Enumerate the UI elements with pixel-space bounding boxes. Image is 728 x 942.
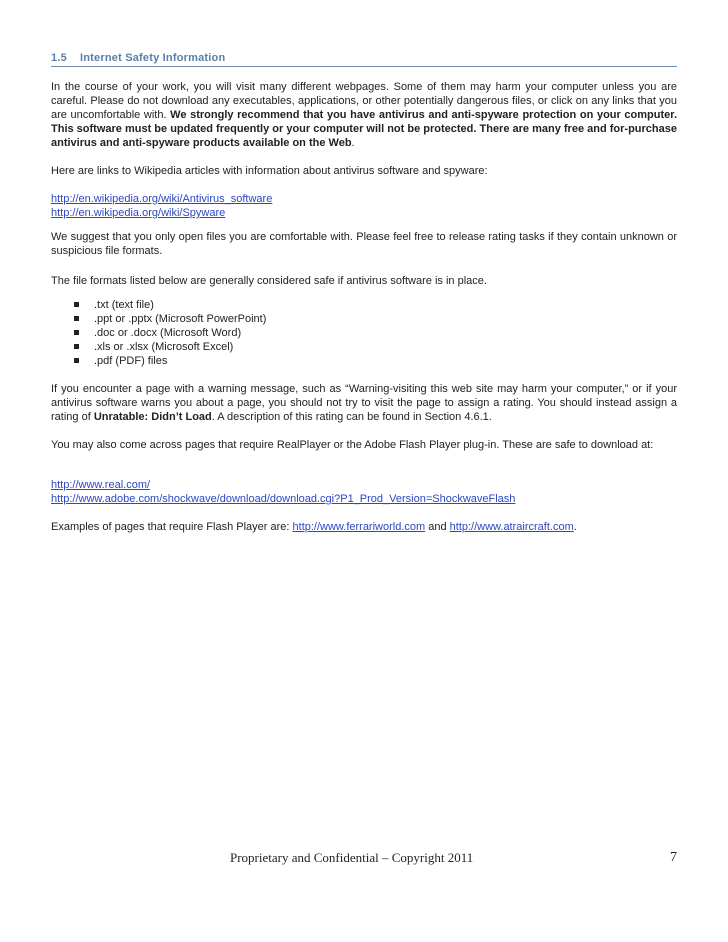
section-title: Internet Safety Information xyxy=(80,52,226,64)
link-adobe-flash[interactable]: http://www.adobe.com/shockwave/download/download.cgi?P1_Prod_Version=ShockwaveFlash xyxy=(51,493,516,505)
plugins-paragraph: You may also come across pages that require RealPlayer or the Adobe Flash Player plug-in. These are safe to download at: xyxy=(51,439,654,451)
plugin-links xyxy=(51,478,677,506)
intro-paragraph xyxy=(51,80,677,150)
examples-end: . xyxy=(573,521,577,533)
intro-end: . xyxy=(351,137,355,149)
section-heading xyxy=(51,51,677,67)
list-item xyxy=(51,312,266,326)
bullet-icon xyxy=(74,302,79,307)
warning-bold-text: Unratable: Didn’t Load xyxy=(93,411,212,423)
formats-intro-paragraph: The file formats listed below are generally considered safe if antivirus software is in place. xyxy=(51,275,487,287)
file-formats-list xyxy=(51,298,266,368)
examples-text: Examples of pages that require Flash Player are: xyxy=(51,521,293,533)
bullet-icon xyxy=(74,330,79,335)
page-number: 7 xyxy=(670,850,677,865)
list-item xyxy=(51,298,266,312)
bullet-icon xyxy=(74,316,79,321)
wiki-links xyxy=(51,192,677,220)
list-item-text: .txt (text file) xyxy=(94,299,154,311)
bullet-icon xyxy=(74,344,79,349)
section-number: 1.5 xyxy=(51,52,67,64)
bullet-icon xyxy=(74,358,79,363)
examples-and: and xyxy=(425,521,450,533)
suggest-paragraph: We suggest that you only open files you are comfortable with. Please feel free to release rating tasks if they contain unknown or suspicious file formats. xyxy=(51,231,677,257)
link-ferrariworld[interactable]: http://www.ferrariworld.com xyxy=(292,521,426,533)
list-item-text: .pdf (PDF) files xyxy=(94,355,168,367)
list-item-text: .xls or .xlsx (Microsoft Excel) xyxy=(94,341,234,353)
intro-bold-text: We strongly recommend that you have antivirus and anti-spyware protection on your computer. This software must be updated frequently or your computer will not be protected. There are many free and for-purchase antivirus and anti-spyware products available on the Web xyxy=(51,109,677,149)
list-item xyxy=(51,354,266,368)
link-atraircraft[interactable]: http://www.atraircraft.com xyxy=(449,521,574,533)
link-antivirus-wiki[interactable]: http://en.wikipedia.org/wiki/Antivirus_software xyxy=(51,193,273,205)
copyright-text: Proprietary and Confidential – Copyright 2011 xyxy=(230,850,474,865)
examples-paragraph xyxy=(51,520,677,534)
warning-text-end: . A description of this rating can be found in Section 4.6.1. xyxy=(211,411,492,423)
list-item xyxy=(51,340,266,354)
link-realplayer[interactable]: http://www.real.com/ xyxy=(51,479,151,491)
list-item-text: .ppt or .pptx (Microsoft PowerPoint) xyxy=(94,313,267,325)
link-spyware-wiki[interactable]: http://en.wikipedia.org/wiki/Spyware xyxy=(51,207,226,219)
list-item xyxy=(51,326,266,340)
intro-text: In the course of your work, you will visit many different webpages. Some of them may harm your computer unless you are careful. Please do not download any executables, applications, or other potentially dangerous files, or click on any links that you are uncomfortable with. xyxy=(51,81,677,121)
warning-paragraph xyxy=(51,382,677,424)
warning-text: If you encounter a page with a warning message, such as “Warning-visiting this web site may harm your computer,” or if your antivirus software warns you about a page, you should not try to visit the page to assign a rating. You should instead assign a rating of xyxy=(51,383,677,423)
list-item-text: .doc or .docx (Microsoft Word) xyxy=(94,327,242,339)
wiki-intro-paragraph: Here are links to Wikipedia articles with information about antivirus software and spyware: xyxy=(51,165,488,177)
